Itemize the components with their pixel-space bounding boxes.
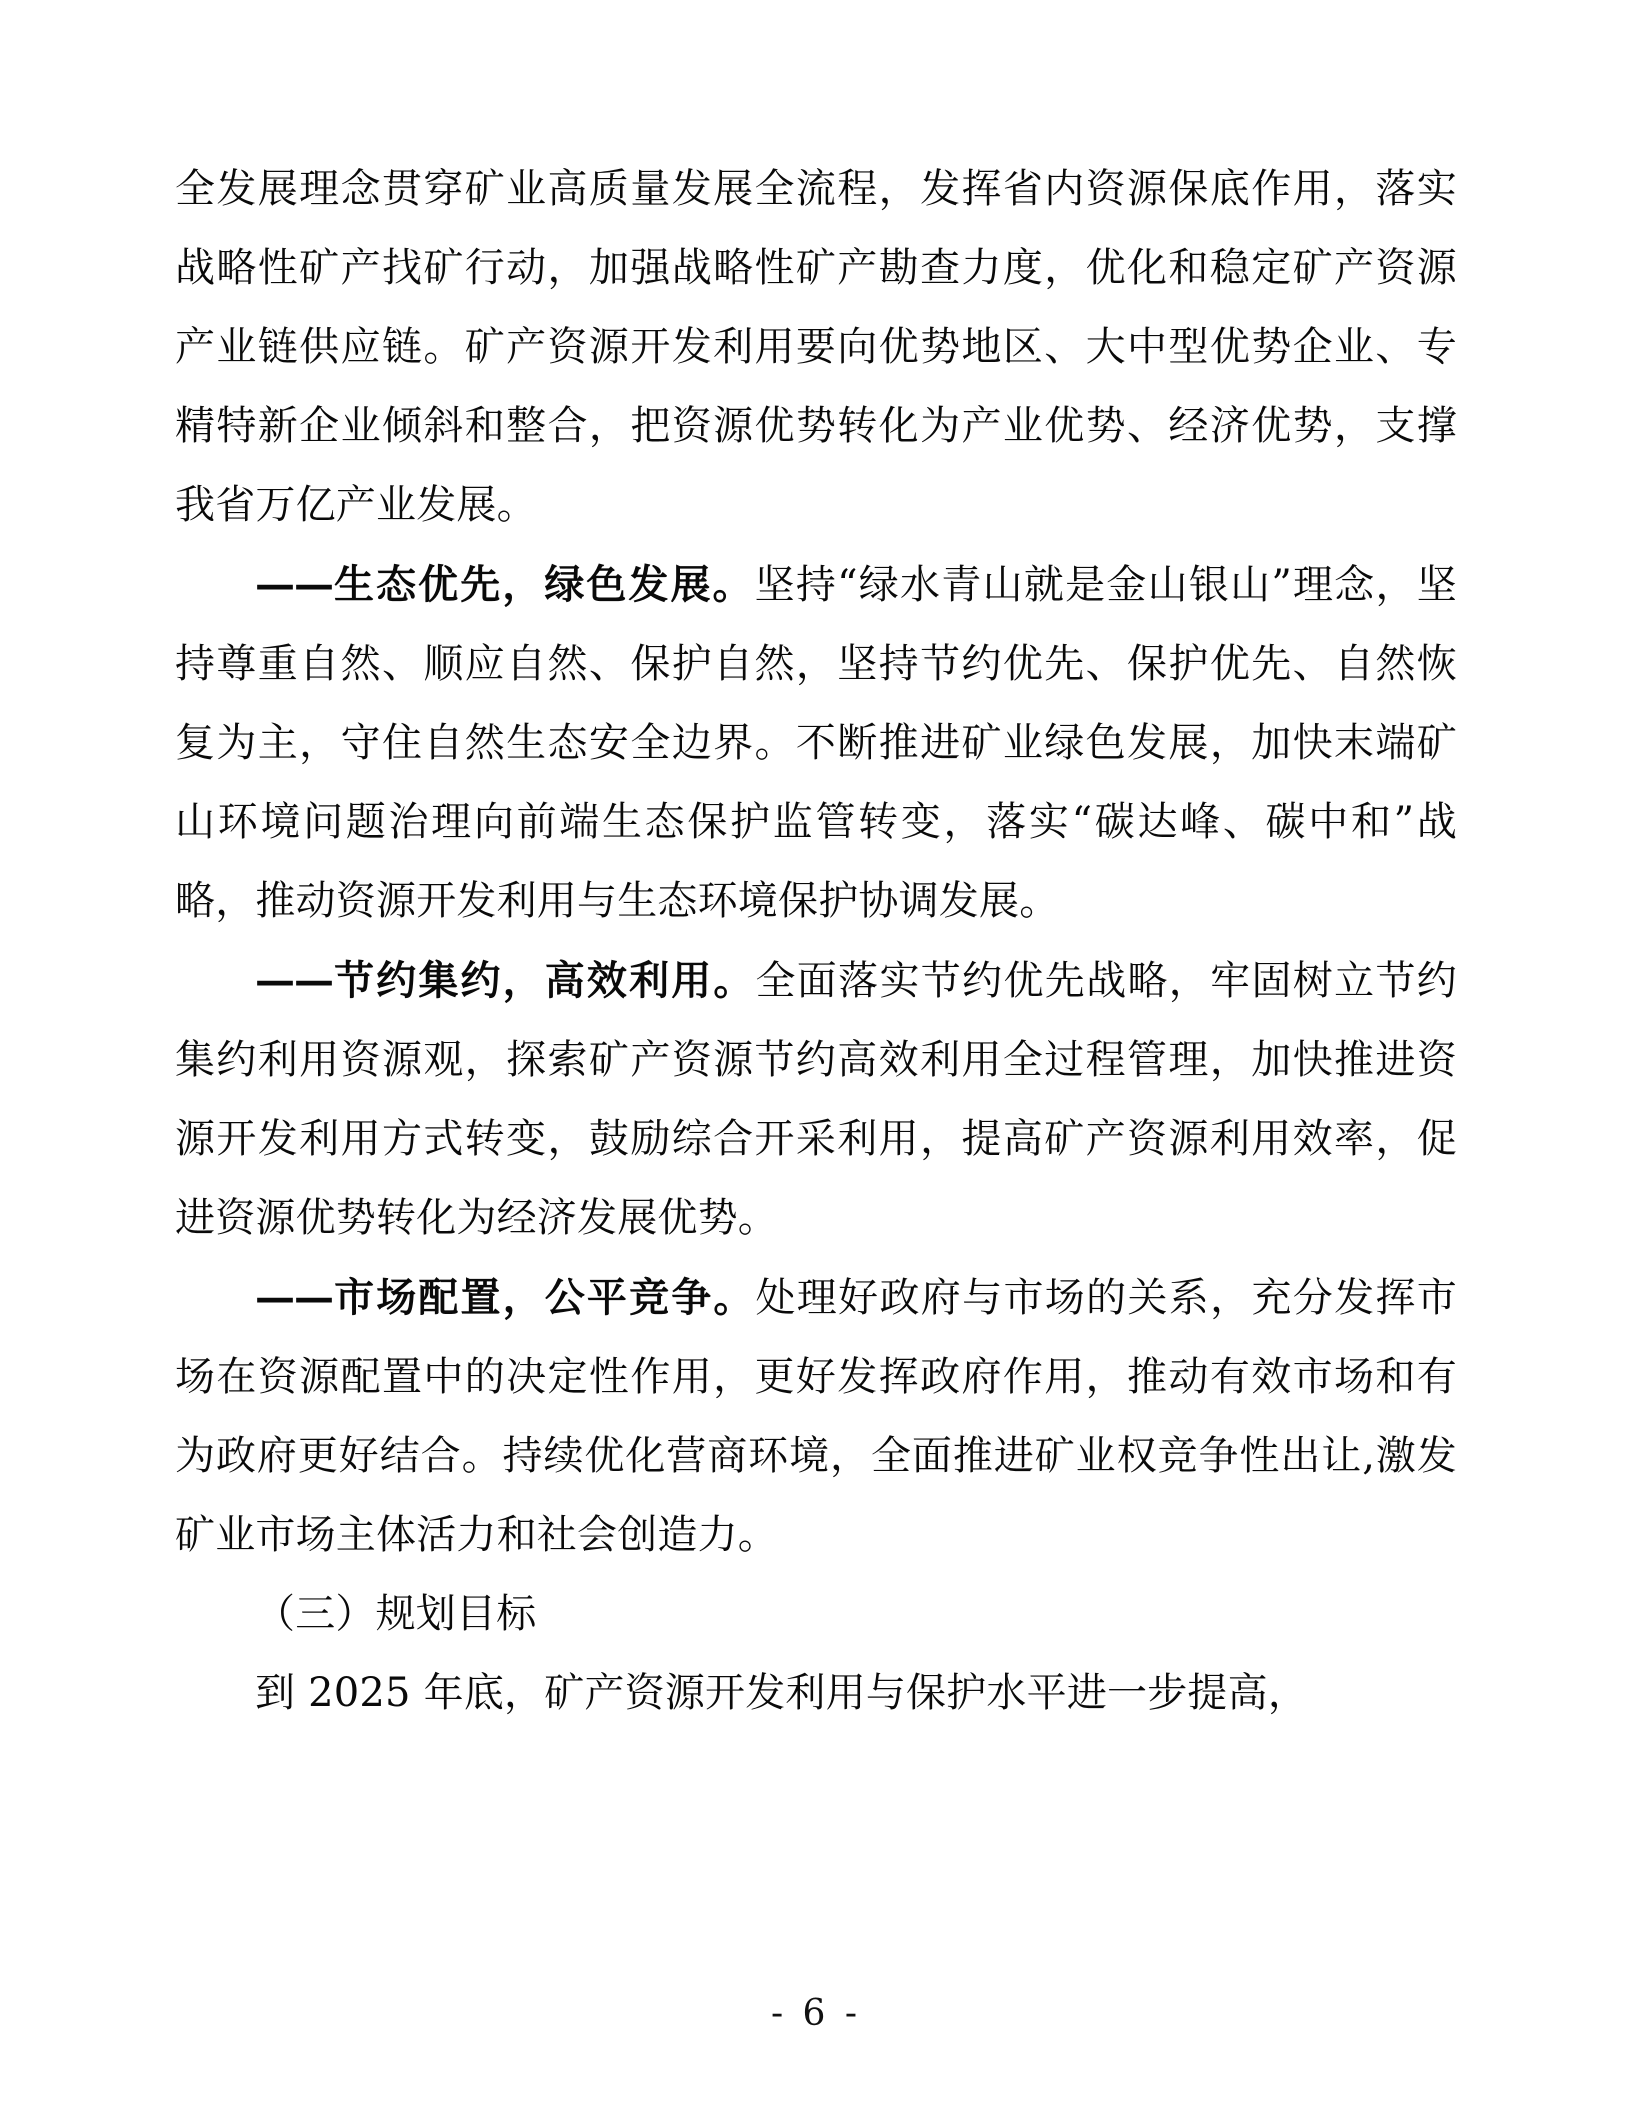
paragraph-text-market-allocation: 处理好政府与市场的关系，充分发挥市场在资源配置中的决定性作用，更好发挥政府作用，推动有效市场和有为政府更好结合。持续优化营商环境，全面推进矿业权竞争性出让,激发矿业市场主体活力和社会创造力。 <box>175 1275 1457 1558</box>
paragraph-text-eco-priority: 坚持“绿水青山就是金山银山”理念，坚持尊重自然、顺应自然、保护自然，坚持节约优先、保护优先、自然恢复为主，守住自然生态安全边界。不断推进矿业绿色发展，加快末端矿山环境问题治理向前端生态保护监管转变，落实“碳达峰、碳中和”战略，推动资源开发利用与生态环境保护协调发展。 <box>175 562 1458 924</box>
paragraph-lead-eco-priority: 生态优先，绿色发展。 <box>333 561 755 608</box>
em-dash-marker: —— <box>255 561 333 608</box>
paragraph-eco-priority <box>175 545 1457 941</box>
paragraph-lead-market-allocation: 市场配置，公平竞争。 <box>333 1274 756 1321</box>
section-heading-planning-goals: （三）规划目标 <box>255 1591 537 1637</box>
paragraph-goal-2025: 到 2025 年底，矿产资源开发利用与保护水平进一步提高， <box>255 1670 1309 1716</box>
em-dash-marker: —— <box>255 957 333 1004</box>
paragraph-continued-development-concept: 全发展理念贯穿矿业高质量发展全流程，发挥省内资源保底作用，落实战略性矿产找矿行动，加强战略性矿产勘查力度，优化和稳定矿产资源产业链供应链。矿产资源开发利用要向优势地区、大中型优势企业、专精特新企业倾斜和整合，把资源优势转化为产业优势、经济优势，支撑我省万亿产业发展。 <box>175 166 1457 528</box>
paragraph-market-allocation <box>175 1258 1457 1575</box>
document-body <box>175 150 1457 1733</box>
page-number: - 6 - <box>770 1993 862 2034</box>
paragraph-lead-conservation-intensive: 节约集约，高效利用。 <box>333 957 756 1004</box>
paragraph-conservation-intensive <box>175 941 1457 1258</box>
em-dash-marker: —— <box>255 1274 333 1321</box>
paragraph-text-conservation-intensive: 全面落实节约优先战略，牢固树立节约集约利用资源观，探索矿产资源节约高效利用全过程管理，加快推进资源开发利用方式转变，鼓励综合开采利用，提高矿产资源利用效率，促进资源优势转化为经济发展优势。 <box>175 958 1457 1241</box>
